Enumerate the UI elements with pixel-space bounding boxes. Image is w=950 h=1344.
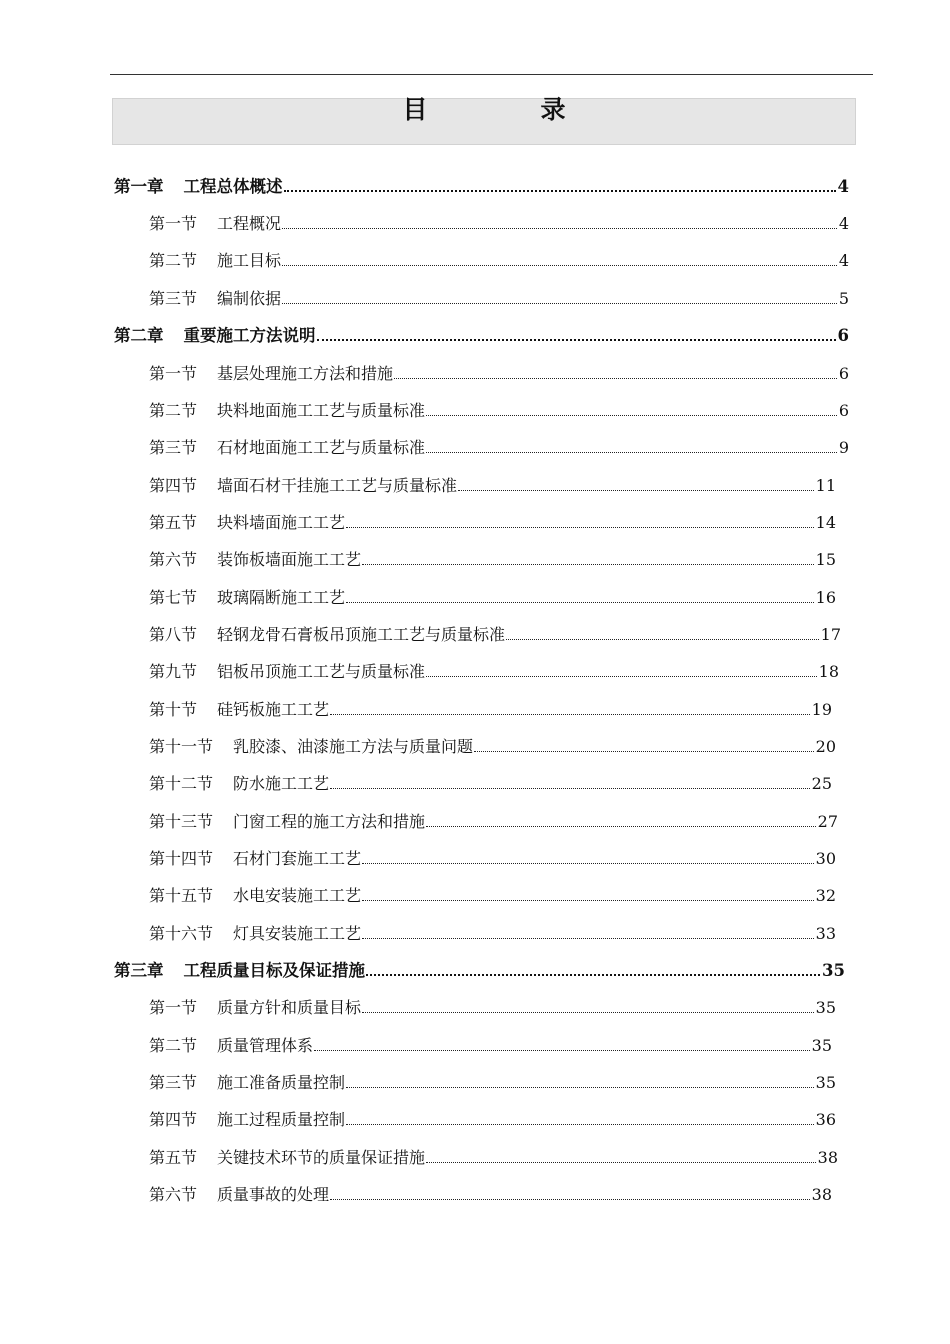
toc-entry-title: 轻钢龙骨石膏板吊顶施工工艺与质量标准 [217,625,506,644]
toc-dot-leader [362,564,814,565]
toc-entry-label: 第七节 [149,588,198,607]
toc-dot-leader [426,452,837,453]
toc-entry-label: 第二节 [149,401,198,420]
toc-dot-leader [314,1050,810,1051]
toc-section-entry[interactable] [149,808,838,832]
toc-page-number: 32 [815,886,836,905]
toc-chapter-entry[interactable] [114,957,845,981]
toc-entry-title: 工程质量目标及保证措施 [183,961,365,980]
toc-entry-label: 第一节 [149,364,198,383]
toc-page-number: 38 [811,1185,832,1204]
toc-entry-label: 第十一节 [149,737,214,756]
toc-entry-title: 施工目标 [217,251,282,270]
toc-section-entry[interactable] [149,509,836,533]
toc-dot-leader [474,751,814,752]
toc-section-entry[interactable] [149,285,849,309]
toc-entry-title: 硅钙板施工工艺 [217,700,330,719]
toc-section-entry[interactable] [149,658,839,682]
toc-dot-leader [346,1087,814,1088]
toc-section-entry[interactable] [149,397,849,421]
toc-entry-label: 第八节 [149,625,198,644]
toc-page-number: 6 [838,401,849,420]
toc-section-entry[interactable] [149,1181,832,1205]
toc-page-number: 14 [815,513,836,532]
toc-page-number: 36 [815,1110,836,1129]
toc-section-entry[interactable] [149,247,849,271]
toc-entry-label: 第一章 [114,177,164,196]
toc-dot-leader [346,527,814,528]
toc-entry-label: 第二节 [149,251,198,270]
toc-page-number: 38 [817,1148,838,1167]
toc-section-entry[interactable] [149,696,832,720]
toc-section-entry[interactable] [149,1069,836,1093]
toc-page-number: 9 [838,438,849,457]
toc-entry-label: 第三节 [149,289,198,308]
toc-entry-label: 第四节 [149,476,198,495]
toc-dot-leader [426,826,816,827]
toc-entry-label: 第十三节 [149,812,214,831]
toc-dot-leader [282,265,837,266]
toc-dot-leader [458,490,814,491]
toc-dot-leader [394,378,837,379]
toc-entry-title: 水电安装施工工艺 [233,886,362,905]
toc-dot-leader [366,974,820,976]
toc-page-number: 4 [837,177,849,196]
toc-page-number: 16 [815,588,836,607]
toc-dot-leader [362,863,814,864]
toc-section-entry[interactable] [149,733,836,757]
toc-page-number: 17 [820,625,841,644]
toc-page-number: 35 [815,998,836,1017]
toc-entry-title: 基层处理施工方法和措施 [217,364,394,383]
toc-entry-title: 重要施工方法说明 [183,326,316,345]
toc-entry-label: 第六节 [149,1185,198,1204]
toc-section-entry[interactable] [149,210,849,234]
toc-section-entry[interactable] [149,472,836,496]
toc-dot-leader [362,1012,814,1013]
toc-entry-title: 质量方针和质量目标 [217,998,362,1017]
toc-dot-leader [284,190,836,192]
toc-page-number: 18 [818,662,839,681]
toc-entry-title: 施工过程质量控制 [217,1110,346,1129]
toc-page-number: 19 [811,700,832,719]
toc-entry-label: 第二章 [114,326,164,345]
toc-dot-leader [346,602,814,603]
toc-section-entry[interactable] [149,584,836,608]
toc-dot-leader [330,1199,810,1200]
toc-entry-title: 块料墙面施工工艺 [217,513,346,532]
toc-dot-leader [346,1124,814,1125]
toc-entry-label: 第十二节 [149,774,214,793]
toc-entry-label: 第十六节 [149,924,214,943]
toc-section-entry[interactable] [149,621,841,645]
toc-dot-leader [506,639,819,640]
toc-entry-title: 编制依据 [217,289,282,308]
toc-page-number: 25 [811,774,832,793]
toc-heading: 目 录 [402,95,610,124]
toc-dot-leader [317,339,836,341]
toc-entry-label: 第三节 [149,438,198,457]
toc-section-entry[interactable] [149,845,836,869]
toc-entry-label: 第一节 [149,998,198,1017]
toc-entry-title: 墙面石材干挂施工工艺与质量标准 [217,476,458,495]
toc-entry-title: 灯具安装施工工艺 [233,924,362,943]
toc-entry-title: 防水施工工艺 [233,774,330,793]
toc-entry-label: 第六节 [149,550,198,569]
toc-entry-label: 第三章 [114,961,164,980]
toc-page-number: 33 [815,924,836,943]
toc-entry-label: 第四节 [149,1110,198,1129]
toc-entry-title: 工程总体概述 [183,177,283,196]
toc-entry-title: 玻璃隔断施工工艺 [217,588,346,607]
toc-entry-label: 第十五节 [149,886,214,905]
toc-page-number: 6 [837,326,849,345]
toc-entry-label: 第五节 [149,513,198,532]
toc-entry-title: 工程概况 [217,214,282,233]
toc-entry-label: 第一节 [149,214,198,233]
toc-section-entry[interactable] [149,770,832,794]
toc-entry-title: 施工准备质量控制 [217,1073,346,1092]
toc-page-number: 30 [815,849,836,868]
toc-entry-title: 质量管理体系 [217,1036,314,1055]
toc-dot-leader [426,676,817,677]
toc-dot-leader [426,1162,816,1163]
toc-chapter-entry[interactable] [114,322,849,346]
toc-dot-leader [282,303,837,304]
toc-page-number: 20 [815,737,836,756]
toc-page-number: 27 [817,812,838,831]
toc-page-number: 4 [838,214,849,233]
toc-page-number: 35 [822,961,845,980]
toc-section-entry[interactable] [149,994,836,1018]
toc-section-entry[interactable] [149,1032,832,1056]
toc-dot-leader [330,714,810,715]
toc-entry-label: 第五节 [149,1148,198,1167]
toc-entry-label: 第十节 [149,700,198,719]
toc-dot-leader [362,938,814,939]
toc-page-number: 5 [838,289,849,308]
toc-entry-title: 装饰板墙面施工工艺 [217,550,362,569]
toc-section-entry[interactable] [149,360,849,384]
toc-section-entry[interactable] [149,1144,838,1168]
toc-entry-title: 块料地面施工工艺与质量标准 [217,401,426,420]
toc-page-number: 6 [838,364,849,383]
toc-dot-leader [282,228,837,229]
toc-entry-title: 门窗工程的施工方法和措施 [233,812,426,831]
toc-section-entry[interactable] [149,882,836,906]
toc-page-number: 4 [838,251,849,270]
toc-page-number: 11 [815,476,836,495]
toc-section-entry[interactable] [149,546,836,570]
toc-entry-label: 第二节 [149,1036,198,1055]
toc-dot-leader [362,900,814,901]
toc-dot-leader [330,788,810,789]
toc-entry-title: 石材地面施工工艺与质量标准 [217,438,426,457]
toc-entry-title: 关键技术环节的质量保证措施 [217,1148,426,1167]
toc-entry-title: 铝板吊顶施工工艺与质量标准 [217,662,426,681]
toc-section-entry[interactable] [149,434,849,458]
toc-section-entry[interactable] [149,920,836,944]
toc-page-number: 15 [815,550,836,569]
toc-entry-label: 第十四节 [149,849,214,868]
toc-page-number: 35 [815,1073,836,1092]
toc-entry-label: 第三节 [149,1073,198,1092]
toc-dot-leader [426,415,837,416]
toc-entry-title: 质量事故的处理 [217,1185,330,1204]
toc-page-number: 35 [811,1036,832,1055]
toc-chapter-entry[interactable] [114,173,849,197]
toc-entry-title: 石材门套施工工艺 [233,849,362,868]
toc-section-entry[interactable] [149,1106,836,1130]
toc-entry-title: 乳胶漆、油漆施工方法与质量问题 [233,737,474,756]
toc-entry-label: 第九节 [149,662,198,681]
